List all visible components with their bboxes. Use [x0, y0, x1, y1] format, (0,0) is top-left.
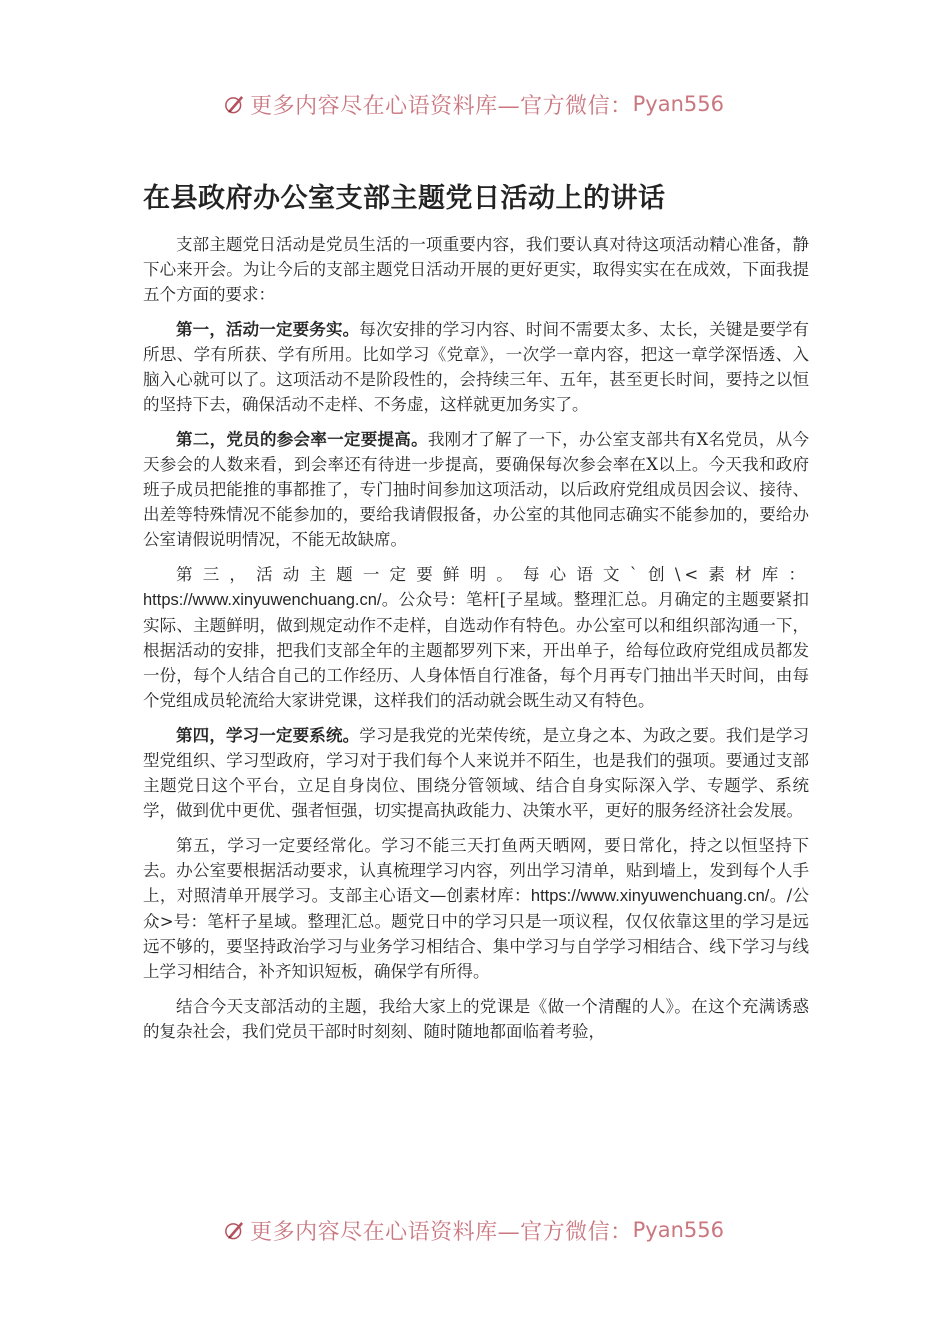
paragraph-fourth-lead: 第四，学习一定要系统。 [176, 726, 360, 745]
paragraph-closing: 结合今天支部活动的主题，我给大家上的党课是《做一个清醒的人》。在这个充满诱惑的复杂社会，我们党员干部时时刻刻、随时随地都面临着考验， [143, 997, 809, 1041]
document-title: 在县政府办公室支部主题党日活动上的讲话 [143, 183, 666, 214]
banner-text: 更多内容尽在心语资料库—官方微信： [250, 93, 633, 119]
banner-text: 更多内容尽在心语资料库—官方微信： [250, 1219, 633, 1245]
paragraph-fifth-head: 第五，学习一定要经常化。学习不能三天打鱼两天晒网，要日常化，持之以恒坚持下去。办公室要根据活动要求，认真梳理学习内容，列出学习清单，贴到墙上，发到每个人手上，对照清单开展学习。支部主心语文—创素材库： [143, 836, 809, 905]
paragraph-first-lead: 第一，活动一定要务实。 [176, 320, 360, 339]
banner-wechat-id: Pyan556 [632, 1218, 724, 1242]
paragraph-fifth-body: 。/公众>号：笔杆子星域。整理汇总。题党日中的学习只是一项议程，仅仅依靠这里的学习是远远不够的，要坚持政治学习与业务学习相结合、集中学习与自学学习相结合、线下学习与线上学习相结合，补齐知识短板，确保学有所得。 [143, 886, 810, 981]
paragraph-fifth-url: https://www.xinyuwenchuang.cn/ [530, 887, 770, 905]
header-banner [224, 84, 724, 124]
paragraph-third-url: https://www.xinyuwenchuang.cn/ [143, 591, 382, 609]
paragraph-fifth [143, 833, 809, 984]
paragraph-fourth [143, 723, 809, 823]
footer-banner [224, 1210, 724, 1250]
paragraph-fourth-body: 学习是我党的光荣传统，是立身之本、为政之要。我们是学习型党组织、学习型政府，学习对于我们每个人来说并不陌生，也是我们的强项。要通过支部主题党日这个平台，立足自身岗位、围绕分管领域、结合自身实际深入学、专题学、系统学，做到优中更优、强者恒强，切实提高执政能力、决策水平，更好的服务经济社会发展。 [143, 726, 810, 820]
pen-logo-icon [224, 1212, 246, 1248]
paragraph-third [143, 562, 809, 713]
document-body [143, 232, 809, 1054]
paragraph-second-body: 我刚才了解了一下，办公室支部共有X名党员，从今天参会的人数来看，到会率还有待进一步提高，要确保每次参会率在X以上。今天我和政府班子成员把能推的事都推了，专门抽时间参加这项活动，以后政府党组成员因会议、接待、出差等特殊情况不能参加的，要给我请假报备，办公室的其他同志确实不能参加的，要给办公室请假说明情况，不能无故缺席。 [143, 430, 809, 549]
paragraph-second-lead: 第二，党员的参会率一定要提高。 [176, 430, 428, 449]
paragraph-second [143, 427, 809, 552]
paragraph-third-body: 。公众号：笔杆[子星域。整理汇总。月确定的主题要紧扣实际、主题鲜明，做到规定动作不走样，自选动作有特色。办公室可以和组织部沟通一下，根据活动的安排，把我们支部全年的主题都罗列下来，开出单子，给每位政府党组成员都发一份，每个人结合自己的工作经历、人身体悟自行准备，每个月再专门抽出半天时间，由每个党组成员轮流给大家讲党课，这样我们的活动就会既生动又有特色。 [143, 590, 809, 710]
paragraph-first-body: 每次安排的学习内容、时间不需要太多、太长，关键是要学有所思、学有所获、学有所用。比如学习《党章》，一次学一章内容，把这一章学深悟透、入脑入心就可以了。这项活动不是阶段性的，会持续三年、五年，甚至更长时间，要持之以恒的坚持下去，确保活动不走样、不务虚，这样就更加务实了。 [143, 320, 810, 414]
paragraph-third-head: 第三，活动主题一定要鲜明。每心语文`创\<素材库： [176, 565, 809, 584]
paragraph-first [143, 317, 809, 417]
banner-wechat-id: Pyan556 [632, 92, 724, 116]
pen-logo-icon [224, 86, 246, 122]
paragraph-intro: 支部主题党日活动是党员生活的一项重要内容，我们要认真对待这项活动精心准备，静下心来开会。为让今后的支部主题党日活动开展的更好更实，取得实实在在成效，下面我提五个方面的要求： [143, 235, 809, 304]
